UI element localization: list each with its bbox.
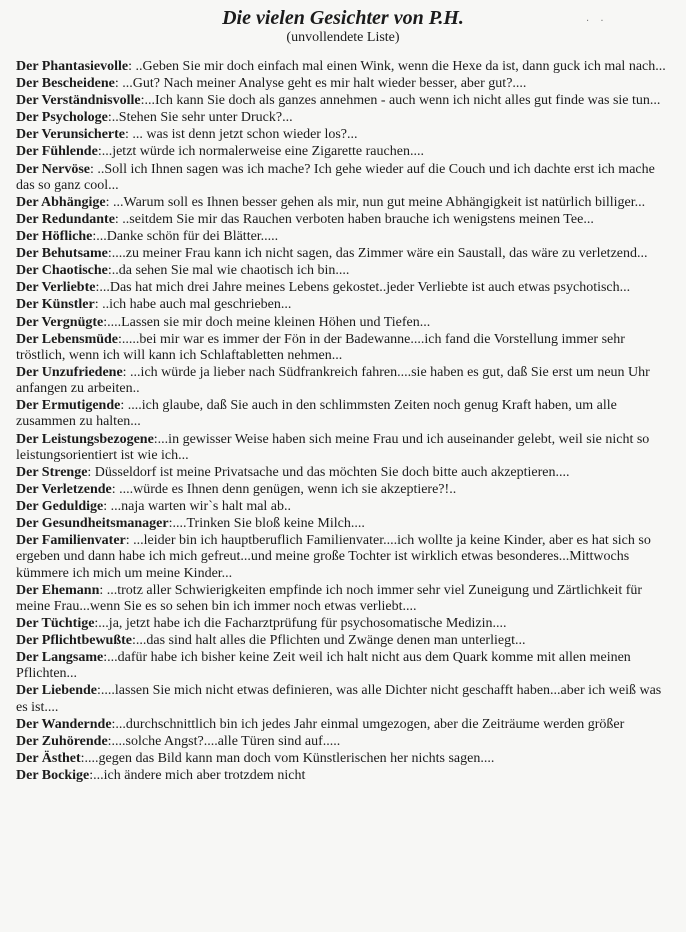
list-item — [16, 516, 670, 532]
list-item — [16, 533, 670, 582]
entry-speaker: Der Verunsicherte — [16, 127, 125, 143]
entry-speaker: Der Unzufriedene — [16, 364, 123, 380]
entry-quote: :...Ich kann Sie doch als ganzes annehmen - auch wenn ich nicht alles gut finde was sie tun... — [140, 93, 661, 109]
entry-quote: :..da sehen Sie mal wie chaotisch ich bin.... — [107, 263, 350, 279]
entry-quote: :...das sind halt alles die Pflichten und Zwänge denen man unterliegt... — [132, 633, 526, 649]
entry-speaker: Der Familienvater — [16, 533, 126, 549]
list-item — [16, 263, 670, 279]
face-list — [16, 59, 670, 784]
entry-quote: :.....bei mir war es immer der Fön in der Badewanne....ich fand die Vorstellung immer sehr tröstlich, wenn ich will kann ich Schlaftabletten nehmen... — [16, 331, 625, 363]
entry-quote: :....Lassen sie mir doch meine kleinen Höhen und Tiefen... — [103, 314, 431, 330]
entry-speaker: Der Fühlende — [16, 144, 98, 160]
document-subtitle: (unvollendete Liste) — [286, 30, 400, 45]
list-item — [16, 633, 670, 649]
entry-quote: :....zu meiner Frau kann ich nicht sagen, das Zimmer wäre ein Saustall, das wäre zu verletzend... — [107, 246, 648, 262]
list-item — [16, 280, 670, 296]
list-item — [16, 717, 670, 733]
list-item — [16, 76, 670, 92]
entry-quote: : ...ich würde ja lieber nach Südfrankreich fahren....sie haben es gut, daß Sie erst um neun Uhr anfangen zu arbeiten.. — [16, 364, 650, 397]
list-item — [16, 162, 670, 194]
entry-quote: :....gegen das Bild kann man doch vom Künstlerischen her nichts sagen.... — [80, 750, 495, 766]
list-item — [16, 398, 670, 430]
list-item — [16, 499, 670, 515]
entry-quote: :...ja, jetzt habe ich die Facharztprüfung für psychosomatische Medizin.... — [94, 615, 507, 631]
list-item — [16, 246, 670, 262]
list-item — [16, 465, 670, 481]
entry-speaker: Der Bockige — [16, 768, 90, 784]
entry-quote: :...durchschnittlich bin ich jedes Jahr einmal umgezogen, aber die Zeiträume werden größer — [111, 716, 625, 732]
entry-speaker: Der Strenge — [16, 464, 88, 480]
entry-quote: : ..Geben Sie mir doch einfach mal einen Wink, wenn die Hexe da ist, dann guck ich mal nach... — [128, 59, 666, 74]
entry-quote: :..Stehen Sie sehr unter Druck?... — [107, 110, 293, 126]
entry-quote: :...Danke schön für dei Blätter..... — [92, 229, 279, 245]
entry-speaker: Der Ästhet — [16, 750, 81, 766]
entry-quote: : ...Warum soll es Ihnen besser gehen als mir, nun gut meine Abhängigkeit ist natürlich billiger... — [105, 194, 646, 210]
list-item — [16, 650, 670, 682]
entry-speaker: Der Langsame — [16, 650, 104, 666]
entry-speaker: Der Abhängige — [16, 194, 106, 210]
entry-quote: : ..ich habe auch mal geschrieben... — [94, 297, 292, 313]
entry-speaker: Der Gesundheitsmanager — [16, 516, 169, 532]
entry-quote: : ....würde es Ihnen denn genügen, wenn ich sie akzeptiere?!.. — [111, 481, 457, 497]
entry-speaker: Der Pflichtbewußte — [16, 633, 132, 649]
entry-speaker: Der Tüchtige — [16, 615, 95, 631]
list-item — [16, 332, 670, 364]
entry-quote: :...in gewisser Weise haben sich meine Frau und ich auseinander gelebt, weil sie nicht so leistungsorientiert ist wie ich... — [16, 431, 650, 463]
entry-quote: :...dafür habe ich bisher keine Zeit weil ich halt nicht aus dem Quark komme mit allen meinen Pflichten... — [16, 650, 631, 682]
entry-speaker: Der Verletzende — [16, 481, 112, 497]
entry-speaker: Der Lebensmüde — [16, 331, 119, 347]
list-item — [16, 683, 670, 715]
entry-quote: : ..seitdem Sie mir das Rauchen verboten haben brauche ich wenigstens meinen Tee... — [114, 211, 594, 227]
scan-specks: · · — [586, 16, 608, 27]
entry-quote: : ...naja warten wir`s halt mal ab.. — [103, 498, 292, 514]
list-item — [16, 315, 670, 331]
list-item — [16, 127, 670, 143]
entry-speaker: Der Phantasievolle — [16, 59, 129, 74]
entry-quote: :...Das hat mich drei Jahre meines Lebens gekostet..jeder Verliebte ist auch etwas psychotisch... — [95, 280, 631, 296]
list-item — [16, 432, 670, 464]
list-item — [16, 616, 670, 632]
entry-quote: : ... was ist denn jetzt schon wieder los?... — [125, 127, 358, 143]
entry-speaker: Der Höfliche — [16, 229, 93, 245]
list-item — [16, 212, 670, 228]
list-item — [16, 734, 670, 750]
entry-quote: : ...Gut? Nach meiner Analyse geht es mir halt wieder besser, aber gut?.... — [114, 76, 527, 92]
list-item — [16, 482, 670, 498]
entry-quote: : ...leider bin ich hauptberuflich Familienvater....ich wollte ja keine Kinder, aber es hat sich so ergeben und dann habe ich mich gefreut...und meine große Tochter ist wirklich etwas besonderes...Mittwochs kümmere ich mich um meine Kinder... — [16, 533, 651, 581]
entry-quote: :...jetzt würde ich normalerweise eine Zigarette rauchen.... — [97, 144, 424, 160]
entry-quote: : Düsseldorf ist meine Privatsache und das möchten Sie doch bitte auch akzeptieren.... — [87, 464, 570, 480]
list-item — [16, 59, 670, 75]
entry-quote: :....solche Angst?....alle Türen sind auf..... — [107, 733, 341, 749]
entry-quote: :....lassen Sie mich nicht etwas definieren, was alle Dichter nicht geschafft haben...aber ich weiß was es ist.... — [16, 683, 662, 715]
list-item — [16, 365, 670, 397]
entry-speaker: Der Wandernde — [16, 716, 112, 732]
entry-speaker: Der Chaotische — [16, 263, 108, 279]
entry-speaker: Der Künstler — [16, 297, 95, 313]
entry-speaker: Der Behutsame — [16, 246, 108, 262]
list-item — [16, 195, 670, 211]
entry-speaker: Der Vergnügte — [16, 314, 104, 330]
entry-speaker: Der Bescheidene — [16, 76, 115, 92]
list-item — [16, 768, 670, 784]
entry-speaker: Der Leistungsbezogene — [16, 431, 154, 447]
entry-speaker: Der Ehemann — [16, 582, 100, 598]
entry-speaker: Der Verliebte — [16, 280, 96, 296]
entry-speaker: Der Zuhörende — [16, 733, 108, 749]
list-item — [16, 144, 670, 160]
entry-quote: :....Trinken Sie bloß keine Milch.... — [168, 516, 365, 532]
entry-quote: : ..Soll ich Ihnen sagen was ich mache? Ich gehe wieder auf die Couch und ich dachte erst ich mache das so ganz cool... — [16, 161, 655, 193]
entry-speaker: Der Geduldige — [16, 498, 104, 514]
list-item — [16, 110, 670, 126]
entry-quote: : ....ich glaube, daß Sie auch in den schlimmsten Zeiten noch genug Kraft haben, um alle zusammen zu halten... — [16, 398, 617, 430]
entry-speaker: Der Liebende — [16, 683, 98, 699]
entry-quote: :...ich ändere mich aber trotzdem nicht — [89, 768, 306, 784]
entry-speaker: Der Verständnisvolle — [16, 93, 141, 109]
list-item — [16, 751, 670, 767]
document-header — [16, 6, 670, 45]
entry-speaker: Der Psychologe — [16, 110, 108, 126]
entry-speaker: Der Redundante — [16, 211, 115, 227]
entry-quote: : ...trotz aller Schwierigkeiten empfinde ich noch immer sehr viel Zuneigung und Zärtlichkeit für meine Frau...wenn Sie es so sehen bin ich immer noch etwas verliebt.... — [16, 582, 643, 614]
entry-speaker: Der Nervöse — [16, 161, 90, 177]
list-item — [16, 297, 670, 313]
document-title: Die vielen Gesichter von P.H. — [222, 7, 464, 29]
list-item — [16, 229, 670, 245]
entry-speaker: Der Ermutigende — [16, 398, 121, 414]
list-item — [16, 583, 670, 615]
list-item — [16, 93, 670, 109]
